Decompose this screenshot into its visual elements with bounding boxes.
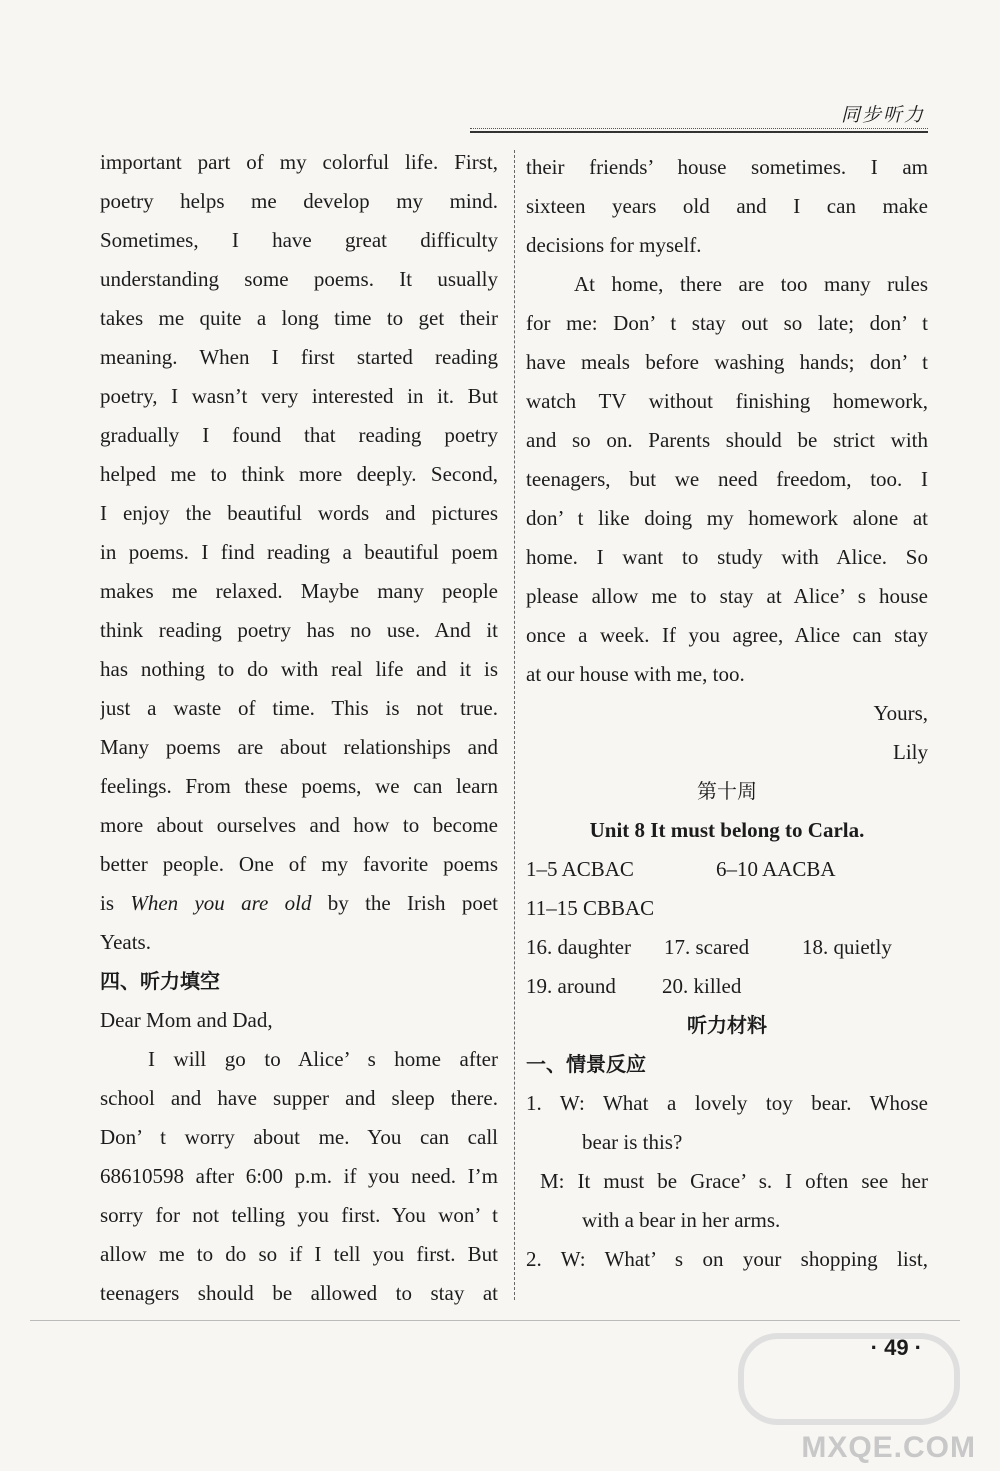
watermark-logo-icon <box>738 1333 960 1425</box>
text-line: important part of my colorful life. First, <box>100 150 498 174</box>
dialogue-line: bear is this? <box>582 1130 683 1154</box>
section-heading: 四、听力填空 <box>100 969 220 993</box>
watermark <box>740 1331 990 1471</box>
footer-rule <box>30 1320 960 1321</box>
text-line: more about ourselves and how to become <box>100 813 498 837</box>
text-line: Sometimes, I have great difficulty <box>100 228 498 252</box>
letter-line: Don’ t worry about me. You can call <box>100 1125 498 1149</box>
letter-line: sixteen years old and I can make <box>526 194 928 218</box>
dialogue-line: 1. W: What a lovely toy bear. Whose <box>526 1091 928 1115</box>
answer-row <box>526 850 928 889</box>
text-line: feelings. From these poems, we can learn <box>100 774 498 798</box>
dialogue-line: with a bear in her arms. <box>582 1208 781 1232</box>
text-line: makes me relaxed. Maybe many people <box>100 579 498 603</box>
letter-line: I will go to Alice’ s home after <box>148 1047 498 1071</box>
answer-item: 19. around <box>526 974 616 998</box>
poem-title: When you are old <box>130 891 312 915</box>
letter-line: teenagers should be allowed to stay at <box>100 1281 498 1305</box>
answer-row <box>526 928 928 967</box>
poem-reference-line <box>100 884 498 923</box>
letter-line: don’ t like doing my homework alone at <box>526 506 928 530</box>
letter-closing: Yours, <box>873 701 928 725</box>
text-line: Yeats. <box>100 930 151 954</box>
header-rule <box>470 128 928 133</box>
unit-title: Unit 8 It must belong to Carla. <box>589 818 865 842</box>
text-line: think reading poetry has no use. And it <box>100 618 498 642</box>
dialogue-line: 2. W: What’ s on your shopping list, <box>526 1247 928 1271</box>
answer-item: 17. scared <box>664 935 750 959</box>
poem-pre: is <box>100 891 115 915</box>
answer-item: 11–15 CBBAC <box>526 896 655 920</box>
page-number: · 49 · <box>870 1335 922 1360</box>
text-line: in poems. I find reading a beautiful poem <box>100 540 498 564</box>
letter-line: and so on. Parents should be strict with <box>526 428 928 452</box>
poem-post: by the Irish poet <box>327 891 498 915</box>
letter-line: watch TV without finishing homework, <box>526 389 928 413</box>
text-line: poetry, I wasn’t very interested in it. But <box>100 384 498 408</box>
letter-line: home. I want to study with Alice. So <box>526 545 928 569</box>
letter-salutation: Dear Mom and Dad, <box>100 1008 273 1032</box>
letter-line: allow me to do so if I tell you first. But <box>100 1242 498 1266</box>
column-divider <box>514 150 515 1300</box>
letter-line: have meals before washing hands; don’ t <box>526 350 928 374</box>
answer-item: 6–10 AACBA <box>716 857 836 881</box>
letter-line: their friends’ house sometimes. I am <box>526 155 928 179</box>
letter-signature: Lily <box>893 740 928 764</box>
text-line: understanding some poems. It usually <box>100 267 498 291</box>
right-column <box>526 148 928 1279</box>
text-line: poetry helps me develop my mind. <box>100 189 498 213</box>
text-line: meaning. When I first started reading <box>100 345 498 369</box>
watermark-text: MXQE.COM <box>801 1431 976 1464</box>
text-line: gradually I found that reading poetry <box>100 423 498 447</box>
letter-line: at our house with me, too. <box>526 662 745 686</box>
letter-line: school and have supper and sleep there. <box>100 1086 498 1110</box>
answer-item: 20. killed <box>662 974 742 998</box>
section-heading: 一、情景反应 <box>526 1052 646 1076</box>
header-title: 同步听力 <box>840 104 925 126</box>
answer-item: 1–5 ACBAC <box>526 857 634 881</box>
letter-line: decisions for myself. <box>526 233 702 257</box>
letter-line: sorry for not telling you first. You won’ t <box>100 1203 498 1227</box>
text-line: better people. One of my favorite poems <box>100 852 498 876</box>
text-line: just a waste of time. This is not true. <box>100 696 498 720</box>
letter-line: teenagers, but we need freedom, too. I <box>526 467 928 491</box>
week-heading: 第十周 <box>697 779 757 803</box>
answer-row <box>526 967 928 1006</box>
text-line: takes me quite a long time to get their <box>100 306 498 330</box>
letter-line: for me: Don’ t stay out so late; don’ t <box>526 311 928 335</box>
answer-item: 18. quietly <box>802 935 892 959</box>
materials-heading: 听力材料 <box>687 1013 767 1037</box>
text-line: I enjoy the beautiful words and pictures <box>100 501 498 525</box>
letter-line: 68610598 after 6:00 p.m. if you need. I’m <box>100 1164 498 1188</box>
left-column <box>100 143 498 1313</box>
text-line: has nothing to do with real life and it is <box>100 657 498 681</box>
text-line: Many poems are about relationships and <box>100 735 498 759</box>
letter-line: At home, there are too many rules <box>574 272 928 296</box>
letter-line: please allow me to stay at Alice’ s house <box>526 584 928 608</box>
dialogue-line: M: It must be Grace’ s. I often see her <box>540 1169 928 1193</box>
letter-line: once a week. If you agree, Alice can stay <box>526 623 928 647</box>
text-line: helped me to think more deeply. Second, <box>100 462 498 486</box>
answer-row <box>526 889 928 928</box>
answer-item: 16. daughter <box>526 935 631 959</box>
